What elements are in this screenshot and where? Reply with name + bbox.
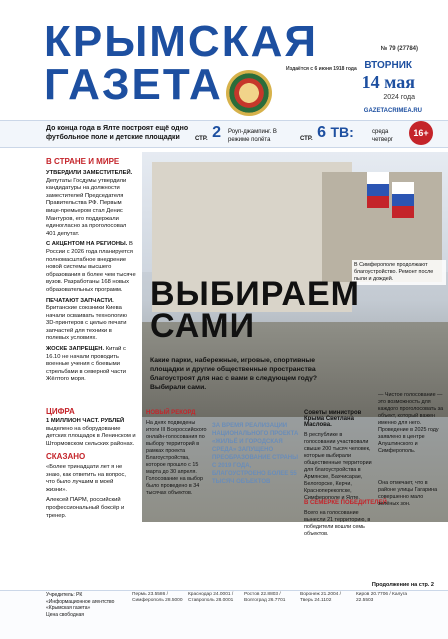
section-said: СКАЗАНО — [46, 452, 86, 461]
logo-line-2: ГАЗЕТА — [44, 60, 223, 109]
article-col4-text2: Она отмечает, что в районе улицы Гагарина совершенно мало зелёных зон. — [378, 480, 438, 507]
age-badge: 16+ — [409, 121, 433, 145]
teaser-page-2-text[interactable]: Роуп-джампинг. В режиме полёта — [228, 129, 277, 143]
issue-number: № 79 (27784) — [380, 46, 418, 52]
continued-link[interactable]: Продолжение на стр. 2 — [371, 582, 434, 588]
article-col2-title: Советы министров Крыма Светлана Маслова. — [304, 410, 362, 428]
footer-col: Пермь 23.5586 / Симферополь 28.5000 — [132, 592, 183, 604]
site-link[interactable]: GAZETACRIMEA.RU — [363, 108, 422, 114]
main-subheadline: Какие парки, набережные, игровые, спортивные площадки и другие общественные пространства благоустроят для нас с вами в следующем году? Выбирали сами. — [150, 357, 318, 391]
date: 14 мая — [361, 72, 415, 92]
photo-caption: В Симферополе продолжают благоустройство. Ремонт после пыли и дождей. — [352, 260, 446, 285]
article-col4-text: — Чистое голосование — это возможность для каждого проголосовать за объект, который важен именно для него. Проведение в 2025 году заявлено в центре Алуштинского и Симферополь. — [378, 392, 444, 454]
footer-col: Краснодар 24.0001 / Ставрополь 28.0001 — [188, 592, 234, 604]
left-column: УТВЕРДИЛИ ЗАМЕСТИТЕЛЕЙ. Депутаты Госдумы утвердили кандидатуры на должности заместителей Председателя Правительства РФ. Первым вице-премьером стал Денис Мантуров, его поддержали единогласно за проголосовал 401 депутат. С АКЦЕНТОМ НА РЕГИОНЫ. В России с 2026 года планируется полномасштабное внедрение новой системы высшего образования в более чем тысяче вузов. Разработаны 168 новых образовательных программ. ПЕЧАТАЮТ ЗАПЧАСТИ. Британские союзники Киева начали осваивать технологию 3D-принтеров с целью печати запчастей для техники в полевых условиях. ЖОСКЕ ЗАПРЕЩЕН. Китай с 16.10 не начали проводить военные учения с боевыми стрельбами в северной части Жёлтого моря. — [46, 170, 136, 383]
article-col2-text: В республике в голосовании участвовали свыше 200 тысяч человек, которые выбирали общественные территории для благоустройства в Армянске, Бахчисарае, Белогорске, Керчи, Красноперекопске, Симферополе и Ялте. — [304, 432, 372, 501]
footer-col: Киров 20.7706 / Калуга 22.5503 — [356, 592, 407, 604]
footer-col: Воронеж 21.2004 / Тверь 24.1102 — [300, 592, 342, 604]
section-number: ЦИФРА — [46, 407, 75, 416]
weekday: ВТОРНИК — [364, 60, 412, 71]
main-headline: ВЫБИРАЕМ САМИ — [150, 275, 360, 345]
teaser-page-6-text[interactable]: среда четверг — [372, 129, 393, 143]
since-text: Издаётся с 6 июня 1918 года — [286, 66, 357, 72]
teaser-page-2[interactable]: СТР. 2 — [195, 124, 221, 142]
year: 2024 года — [383, 94, 415, 101]
pull-quote: ЗА ВРЕМЯ РЕАЛИЗАЦИИ НАЦИОНАЛЬНОГО ПРОЕКТА «ЖИЛЬЁ И ГОРОДСКАЯ СРЕДА» ЗАПУЩЕНО ПРЕОБРАЗОВАНИЕ СТРАНЫ С 2019 ГОДА, БЛАГОУСТРОЕНО БОЛЕЕ 55 ТЫСЯЧ ОБЪЕКТОВ — [212, 423, 299, 485]
article-col3-title: В СЕМЁРКЕ ПОБЕДИТЕЛЕЙ — [304, 500, 387, 506]
logo-line-1: КРЫМСКАЯ — [44, 17, 318, 66]
article-col1-title: НОВЫЙ РЕКОРД — [146, 410, 196, 416]
lead-teaser[interactable]: До конца года в Ялте построят ещё одно футбольное поле и детские площадки — [46, 125, 189, 141]
number-block: 1 МИЛЛИОН ЧАСТ. РУБЛЕЙ выделено на оборудование детских площадок в Ленинском и Штормовском сельских районах. — [46, 418, 136, 447]
section-country-world: В СТРАНЕ И МИРЕ — [46, 157, 120, 166]
emblem-icon — [226, 70, 272, 116]
said-block: «Более тринадцати лет я не знаю, как ответить на вопрос, что было лучшим в моей жизни». Алексей ПАРМ, российский профессиональный боксёр и тренер. — [46, 464, 127, 519]
imprint: Учредитель: РК «Информационное агентство «Крымская газета» Цена свободная — [46, 592, 115, 618]
flag-icon — [367, 172, 389, 208]
article-col1-text: На днях подведены итоги III Всероссийского онлайн-голосования по выбору территорий в рамках проекта Благоустройства, которое прошло с 15 марта до 30 апреля. Голосование на выбор было проведено в 34 тысячах объектов. — [146, 420, 207, 496]
flag-icon — [392, 182, 414, 218]
teaser-page-6[interactable]: СТР. 6 ТВ: — [300, 124, 354, 142]
footer-col: Ростов 22.8803 / Волгоград 26.7701 — [244, 592, 286, 604]
masthead — [0, 0, 448, 120]
article-col3-text: Всего на голосование вынесли 21 территорию, в победители вошли семь объектов. — [304, 510, 371, 537]
